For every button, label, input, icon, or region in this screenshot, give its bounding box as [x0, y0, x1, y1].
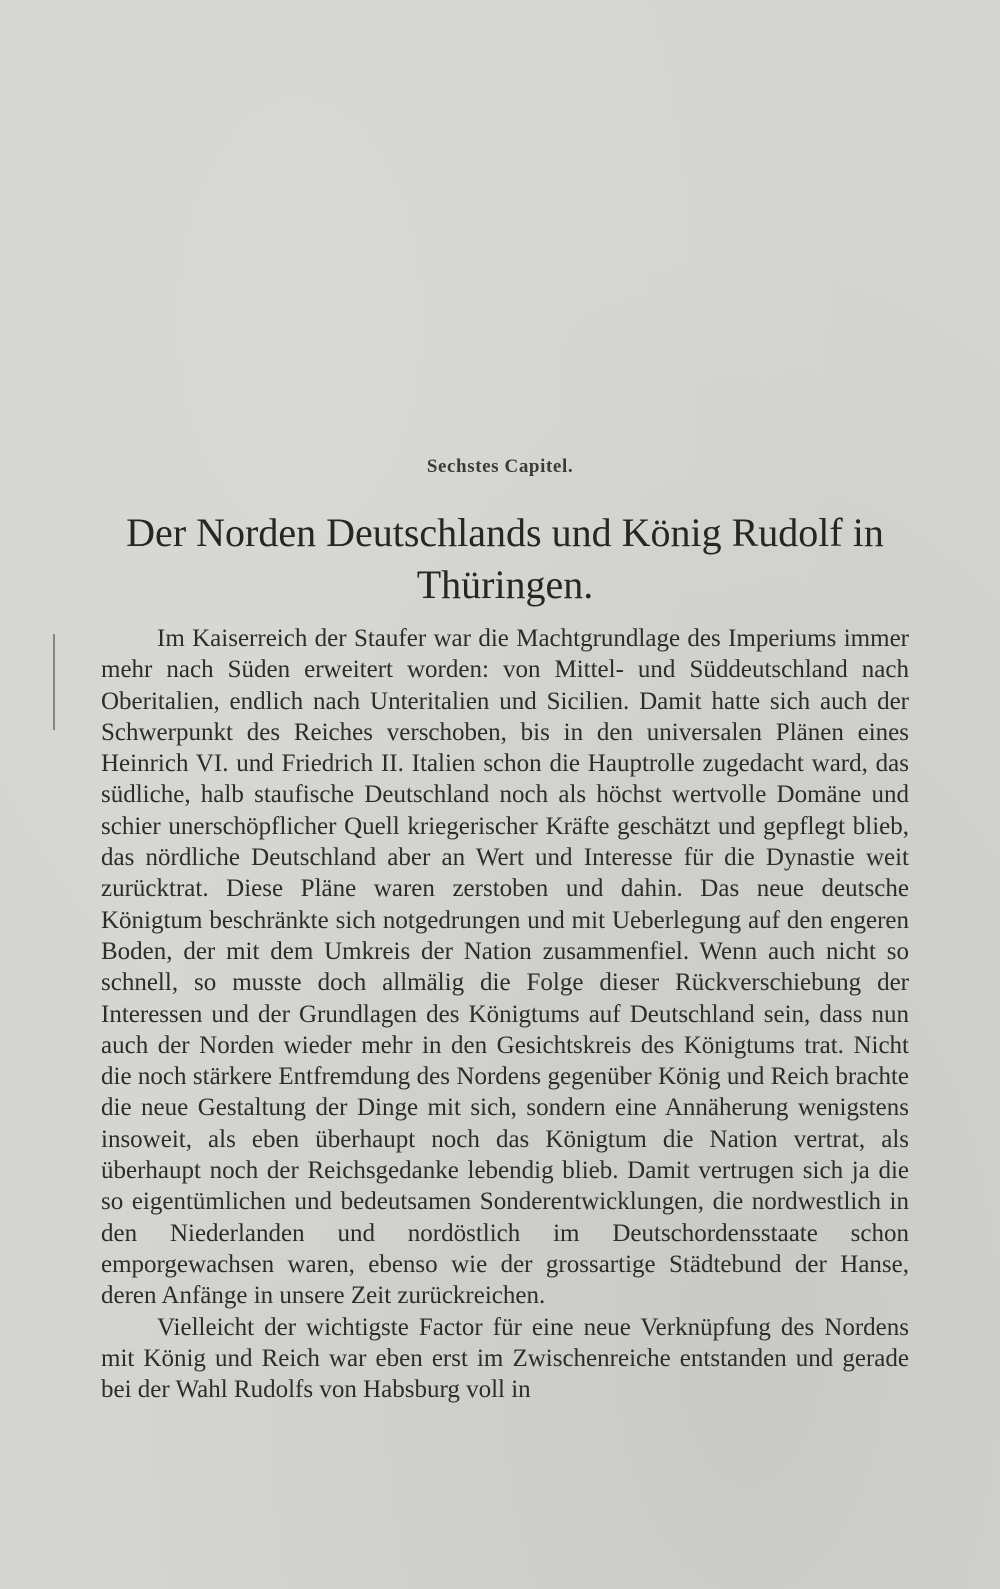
chapter-title: Der Norden Deutschlands und König Rudolf in Thüringen. [126, 510, 884, 607]
paragraph: Im Kaiserreich der Staufer war die Machtgrundlage des Imperiums immer mehr nach Süden erweitert worden: von Mittel- und Süddeutschland nach Oberitalien, endlich nach Unteritalien und Sicilien. Damit hatte sich auch der Schwerpunkt des Reiches verschoben, bis in den universalen Plänen eines Heinrich VI. und Friedrich II. Italien schon die Hauptrolle zugedacht ward, das südliche, halb staufische Deutschland noch als höchst wertvolle Domäne und schier unerschöpflicher Quell kriegerischer Kräfte geschätzt und gepflegt blieb, das nördliche Deutschland aber an Wert und Interesse für die Dynastie weit zurücktrat. Diese Pläne waren zerstoben und dahin. Das neue deutsche Königtum beschränkte sich notgedrungen und mit Ueberlegung auf den engeren Boden, der mit dem Umkreis der Nation zusammenfiel. Wenn auch nicht so schnell, so musste doch allmälig die Folge dieser Rückverschiebung der Interessen und der Grundlagen des Königtums auf Deutschland sein, dass nun auch der Norden wieder mehr in den Gesichtskreis des Königtums trat. Nicht die noch stärkere Entfremdung des Nordens gegenüber König und Reich brachte die neue Gestaltung der Dinge mit sich, sondern eine Annäherung wenigstens insoweit, als eben überhaupt noch das Königtum die Nation vertrat, als überhaupt noch der Reichsgedanke lebendig blieb. Damit vertrugen sich ja die so eigentümlichen und bedeutsamen Sonderentwicklungen, die nordwestlich in den Niederlanden und nordöstlich im Deutschordensstaate schon emporgewachsen waren, ebenso wie der grossartige Städtebund der Hanse, deren Anfänge in unsere Zeit zurückreichen. [101, 625, 909, 1310]
body-text [101, 623, 909, 1405]
chapter-label: Sechstes Capitel. [426, 456, 574, 477]
margin-pencil-mark [53, 634, 55, 730]
paragraph: Vielleicht der wichtigste Factor für eine neue Verknüpfung des Nordens mit König und Reich war eben erst im Zwischenreiche entstanden und gerade bei der Wahl Rudolfs von Habsburg voll in [101, 1313, 909, 1404]
